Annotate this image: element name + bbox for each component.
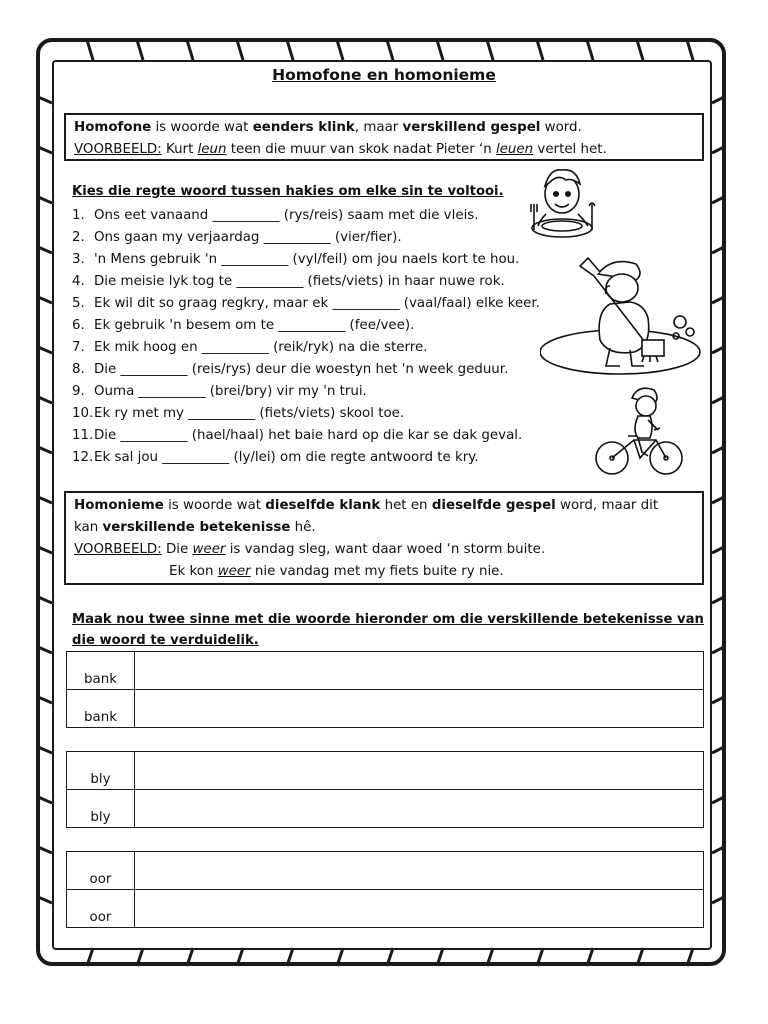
border-tick (712, 697, 724, 703)
border-tick (712, 597, 724, 603)
border-tick (38, 597, 52, 603)
example-word: leun (197, 142, 227, 157)
border-tick (38, 647, 52, 653)
example-word: leuen (495, 142, 534, 157)
example-word: weer (217, 564, 251, 579)
question-number: 9. (72, 384, 85, 399)
definition-text: is woorde wat (163, 498, 266, 513)
border-tick (712, 247, 724, 253)
border-tick (387, 948, 393, 966)
example-text: Kurt (161, 142, 198, 157)
question-text: Die meisie lyk tog te __________ (fiets/viets) in haar nuwe rok. (94, 274, 505, 289)
border-tick (187, 948, 193, 966)
example-word: weer (192, 542, 226, 557)
table-row (67, 890, 704, 928)
example-text: Ek kon (169, 564, 218, 579)
table-row (67, 852, 704, 890)
border-tick (587, 948, 593, 966)
question-number: 10. (72, 406, 94, 421)
question-number: 5. (72, 296, 85, 311)
homonieme-definition-box (64, 491, 704, 585)
definition-text: hê. (290, 520, 316, 535)
definition-text: kan (74, 520, 103, 535)
word-label: bank (67, 690, 135, 728)
question-item (72, 381, 572, 403)
border-tick (537, 40, 543, 60)
example-label: VOORBEELD: (74, 142, 162, 157)
definition-text: , maar (354, 120, 403, 135)
word-label: bank (67, 652, 135, 690)
table-row (67, 652, 704, 690)
question-number: 11. (72, 428, 94, 443)
border-tick (38, 447, 52, 453)
border-tick (287, 948, 293, 966)
border-tick (712, 297, 724, 303)
border-tick (237, 40, 243, 60)
border-tick (38, 797, 52, 803)
question-number: 1. (72, 208, 85, 223)
question-text: Ouma __________ (brei/bry) vir my 'n trui. (94, 384, 367, 399)
border-tick (712, 147, 724, 153)
question-number: 12. (72, 450, 94, 465)
border-tick (712, 197, 724, 203)
answer-line[interactable] (135, 852, 704, 890)
question-number: 4. (72, 274, 85, 289)
answer-line[interactable] (135, 890, 704, 928)
border-tick (38, 297, 52, 303)
question-number: 3. (72, 252, 85, 267)
border-tick (337, 948, 343, 966)
border-tick (712, 547, 724, 553)
example-text: vertel het. (533, 142, 607, 157)
example-text: Die (161, 542, 193, 557)
answer-line[interactable] (135, 652, 704, 690)
border-tick (637, 40, 643, 60)
page-title: Homofone en homonieme (272, 66, 496, 84)
question-number: 6. (72, 318, 85, 333)
border-tick (712, 797, 724, 803)
question-text: Ek mik hoog en __________ (reik/ryk) na die sterre. (94, 340, 428, 355)
word-label: bly (67, 790, 135, 828)
border-tick (712, 97, 724, 103)
question-list (72, 205, 572, 469)
border-tick (437, 948, 443, 966)
border-tick (437, 40, 443, 60)
border-tick (38, 347, 52, 353)
definition-text: is woorde wat (151, 120, 253, 135)
answer-line[interactable] (135, 690, 704, 728)
border-tick (712, 347, 724, 353)
question-number: 2. (72, 230, 85, 245)
question-text: Ons eet vanaand __________ (rys/reis) saam met die vleis. (94, 208, 479, 223)
border-tick (712, 397, 724, 403)
question-text: Ons gaan my verjaardag __________ (vier/fier). (94, 230, 402, 245)
border-tick (87, 40, 93, 60)
border-tick (712, 847, 724, 853)
instruction-line: Maak nou twee sinne met die woorde hieronder om die verskillende betekenisse van (72, 612, 704, 627)
border-tick (237, 948, 243, 966)
instruction-make-sentences (72, 609, 712, 651)
border-tick (487, 948, 493, 966)
question-text: Die __________ (reis/rys) deur die woestyn het 'n week geduur. (94, 362, 509, 377)
border-tick (87, 948, 93, 966)
question-text: Ek gebruik 'n besem om te __________ (fee/vee). (94, 318, 415, 333)
question-item (72, 205, 572, 227)
example-text: teen die muur van skok nadat Pieter ‘n (226, 142, 496, 157)
term-homofone: Homofone (74, 120, 152, 135)
question-text: 'n Mens gebruik 'n __________ (vyl/feil) om jou naels kort te hou. (94, 252, 520, 267)
definition-emphasis: dieselfde gespel (431, 498, 556, 513)
answer-line[interactable] (135, 790, 704, 828)
example-text: nie vandag met my fiets buite ry nie. (250, 564, 504, 579)
border-tick (687, 948, 693, 966)
definition-emphasis: verskillend gespel (402, 120, 541, 135)
boy-eating-icon (526, 160, 602, 242)
border-tick (712, 747, 724, 753)
border-tick (712, 497, 724, 503)
instruction-line: die woord te verduidelik. (72, 633, 259, 648)
question-item (72, 447, 572, 469)
border-tick (537, 948, 543, 966)
border-tick (712, 447, 724, 453)
table-row (67, 752, 704, 790)
border-tick (38, 697, 52, 703)
question-item (72, 249, 572, 271)
border-tick (38, 397, 52, 403)
question-number: 7. (72, 340, 85, 355)
border-tick (38, 247, 52, 253)
question-item (72, 271, 572, 293)
instruction-choose-word: Kies die regte woord tussen hakies om elke sin te voltooi. (72, 184, 504, 199)
question-item (72, 293, 572, 315)
man-sweeping-icon (540, 252, 710, 378)
border-tick (137, 40, 143, 60)
question-text: Ek ry met my __________ (fiets/viets) skool toe. (94, 406, 405, 421)
question-item (72, 403, 572, 425)
border-tick (38, 547, 52, 553)
word-label: bly (67, 752, 135, 790)
writing-table-bly (66, 751, 704, 828)
definition-text: word, maar dit (555, 498, 659, 513)
border-tick (38, 497, 52, 503)
border-tick (38, 747, 52, 753)
question-number: 8. (72, 362, 85, 377)
border-tick (137, 948, 143, 966)
border-tick (487, 40, 493, 60)
question-item (72, 227, 572, 249)
border-tick (38, 897, 52, 903)
term-homonieme: Homonieme (74, 498, 164, 513)
border-tick (38, 147, 52, 153)
writing-table-bank (66, 651, 704, 728)
question-text: Ek sal jou __________ (ly/lei) om die regte antwoord te kry. (94, 450, 479, 465)
writing-table-oor (66, 851, 704, 928)
border-tick (38, 847, 52, 853)
border-tick (637, 948, 643, 966)
question-item (72, 359, 572, 381)
table-row (67, 790, 704, 828)
border-tick (387, 40, 393, 60)
border-tick (712, 647, 724, 653)
question-item (72, 337, 572, 359)
border-tick (687, 40, 693, 60)
definition-emphasis: eenders klink (252, 120, 355, 135)
definition-text: word. (540, 120, 582, 135)
word-label: oor (67, 852, 135, 890)
definition-text: het en (380, 498, 432, 513)
definition-emphasis: verskillende betekenisse (102, 520, 291, 535)
answer-line[interactable] (135, 752, 704, 790)
example-text: is vandag sleg, want daar woed ‘n storm buite. (225, 542, 546, 557)
table-row (67, 690, 704, 728)
border-tick (187, 40, 193, 60)
border-tick (712, 897, 724, 903)
question-text: Ek wil dit so graag regkry, maar ek __________ (vaal/faal) elke keer. (94, 296, 540, 311)
example-label: VOORBEELD: (74, 542, 162, 557)
question-item (72, 315, 572, 337)
border-tick (587, 40, 593, 60)
border-tick (337, 40, 343, 60)
child-cycling-icon (594, 380, 686, 480)
question-text: Die __________ (hael/haal) het baie hard op die kar se dak geval. (94, 428, 523, 443)
homofone-definition-box (64, 113, 704, 161)
border-tick (38, 97, 52, 103)
border-tick (287, 40, 293, 60)
word-label: oor (67, 890, 135, 928)
border-tick (38, 197, 52, 203)
question-item (72, 425, 572, 447)
definition-emphasis: dieselfde klank (265, 498, 381, 513)
